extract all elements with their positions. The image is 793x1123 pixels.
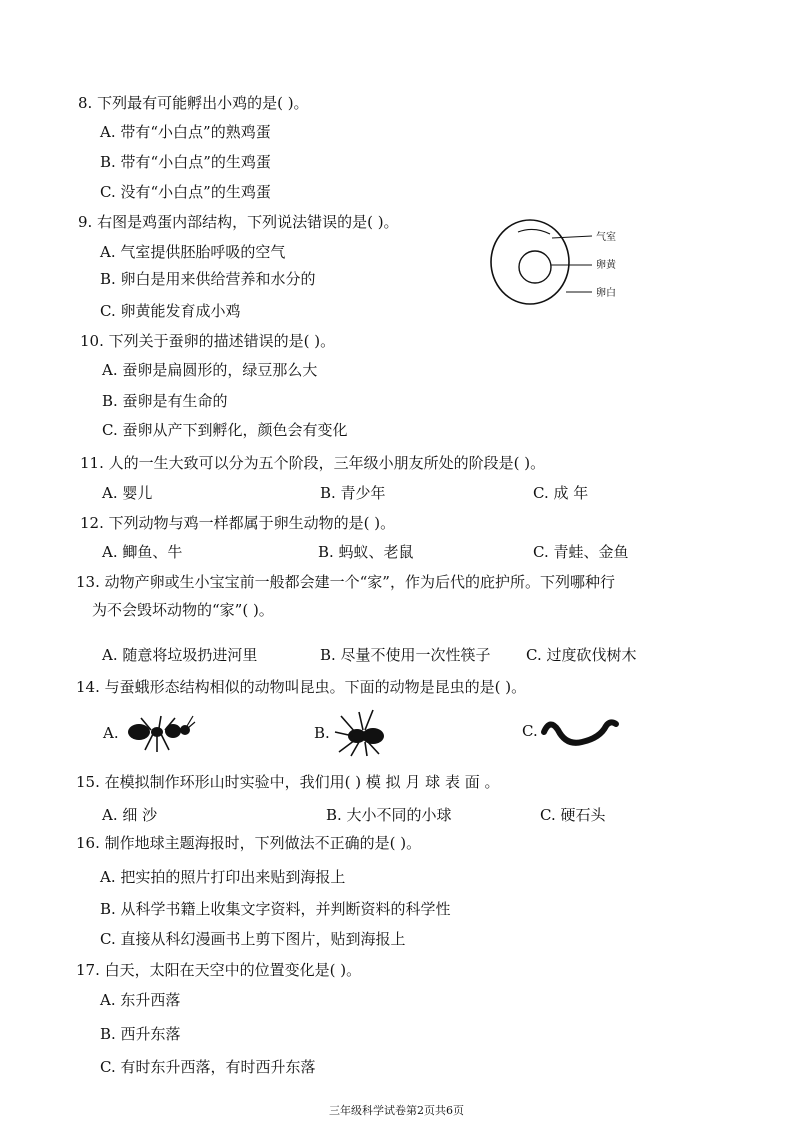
q8-stem: 8. 下列最有可能孵出小鸡的是( )。 <box>78 94 309 112</box>
q8-option-a: A. 带有“小白点”的熟鸡蛋 <box>100 123 271 141</box>
air-cell <box>518 229 550 234</box>
earthworm-icon <box>540 712 620 750</box>
q12-option-a: A. 鲫鱼、牛 <box>102 543 183 561</box>
label-yolk: 卵黄 <box>596 260 616 271</box>
q11-stem: 11. 人的一生大致可以分为五个阶段，三年级小朋友所处的阶段是( )。 <box>80 454 546 472</box>
q14-stem: 14. 与蚕蛾形态结构相似的动物叫昆虫。下面的动物是昆虫的是( )。 <box>76 678 527 696</box>
q15-option-c: C. 硬石头 <box>540 806 606 824</box>
ant-icon <box>125 712 195 756</box>
q13-option-a: A. 随意将垃圾扔进河里 <box>102 646 258 664</box>
q14-option-c: C. <box>522 722 538 740</box>
q13-stem-line1: 13. 动物产卵或生小宝宝前一般都会建一个“家”，作为后代的庇护所。下列哪种行 <box>76 573 615 591</box>
q17-stem: 17. 白天，太阳在天空中的位置变化是( )。 <box>76 961 362 979</box>
q12-option-b: B. 蚂蚁、老鼠 <box>318 543 414 561</box>
q13-option-c: C. 过度砍伐树木 <box>526 646 637 664</box>
q15-option-b: B. 大小不同的小球 <box>326 806 452 824</box>
egg-yolk <box>519 251 551 283</box>
q16-option-b: B. 从科学书籍上收集文字资料，并判断资料的科学性 <box>100 900 451 918</box>
q9-stem: 9. 右图是鸡蛋内部结构，下列说法错误的是( )。 <box>78 213 399 231</box>
q12-stem: 12. 下列动物与鸡一样都属于卵生动物的是( )。 <box>80 514 396 532</box>
q16-option-a: A. 把实拍的照片打印出来贴到海报上 <box>100 868 346 886</box>
q12-option-c: C. 青蛙、金鱼 <box>533 543 629 561</box>
q10-option-a: A. 蚕卵是扁圆形的，绿豆那么大 <box>102 361 318 379</box>
spider-icon <box>333 708 393 758</box>
q13-option-b: B. 尽量不使用一次性筷子 <box>320 646 491 664</box>
q10-option-c: C. 蚕卵从产下到孵化，颜色会有变化 <box>102 421 348 439</box>
q11-option-c: C. 成 年 <box>533 484 589 502</box>
q15-option-a: A. 细 沙 <box>102 806 158 824</box>
q8-option-b: B. 带有“小白点”的生鸡蛋 <box>100 153 271 171</box>
page-footer: 三年级科学试卷第2页共6页 <box>329 1104 464 1117</box>
q8-option-c: C. 没有“小白点”的生鸡蛋 <box>100 183 271 201</box>
q14-option-b: B. <box>314 724 330 742</box>
q16-stem: 16. 制作地球主题海报时，下列做法不正确的是( )。 <box>76 834 422 852</box>
q9-option-b: B. 卵白是用来供给营养和水分的 <box>100 270 316 288</box>
egg-structure-diagram <box>488 218 648 310</box>
q13-stem-line2: 为不会毁坏动物的“家”( )。 <box>92 601 274 619</box>
q14-option-a: A. <box>103 724 119 742</box>
q11-option-a: A. 婴儿 <box>102 484 153 502</box>
label-air-cell: 气室 <box>596 232 616 243</box>
egg-shell <box>491 220 569 304</box>
q17-option-b: B. 西升东落 <box>100 1025 181 1043</box>
q10-stem: 10. 下列关于蚕卵的描述错误的是( )。 <box>80 332 336 350</box>
q11-option-b: B. 青少年 <box>320 484 386 502</box>
q9-option-a: A. 气室提供胚胎呼吸的空气 <box>100 243 286 261</box>
q17-option-c: C. 有时东升西落，有时西升东落 <box>100 1058 316 1076</box>
q10-option-b: B. 蚕卵是有生命的 <box>102 392 228 410</box>
q9-option-c: C. 卵黄能发育成小鸡 <box>100 302 241 320</box>
q17-option-a: A. 东升西落 <box>100 991 181 1009</box>
q16-option-c: C. 直接从科幻漫画书上剪下图片，贴到海报上 <box>100 930 406 948</box>
label-egg-white: 卵白 <box>596 288 616 299</box>
q15-stem: 15. 在模拟制作环形山时实验中，我们用( ) 模 拟 月 球 表 面 。 <box>76 773 500 791</box>
